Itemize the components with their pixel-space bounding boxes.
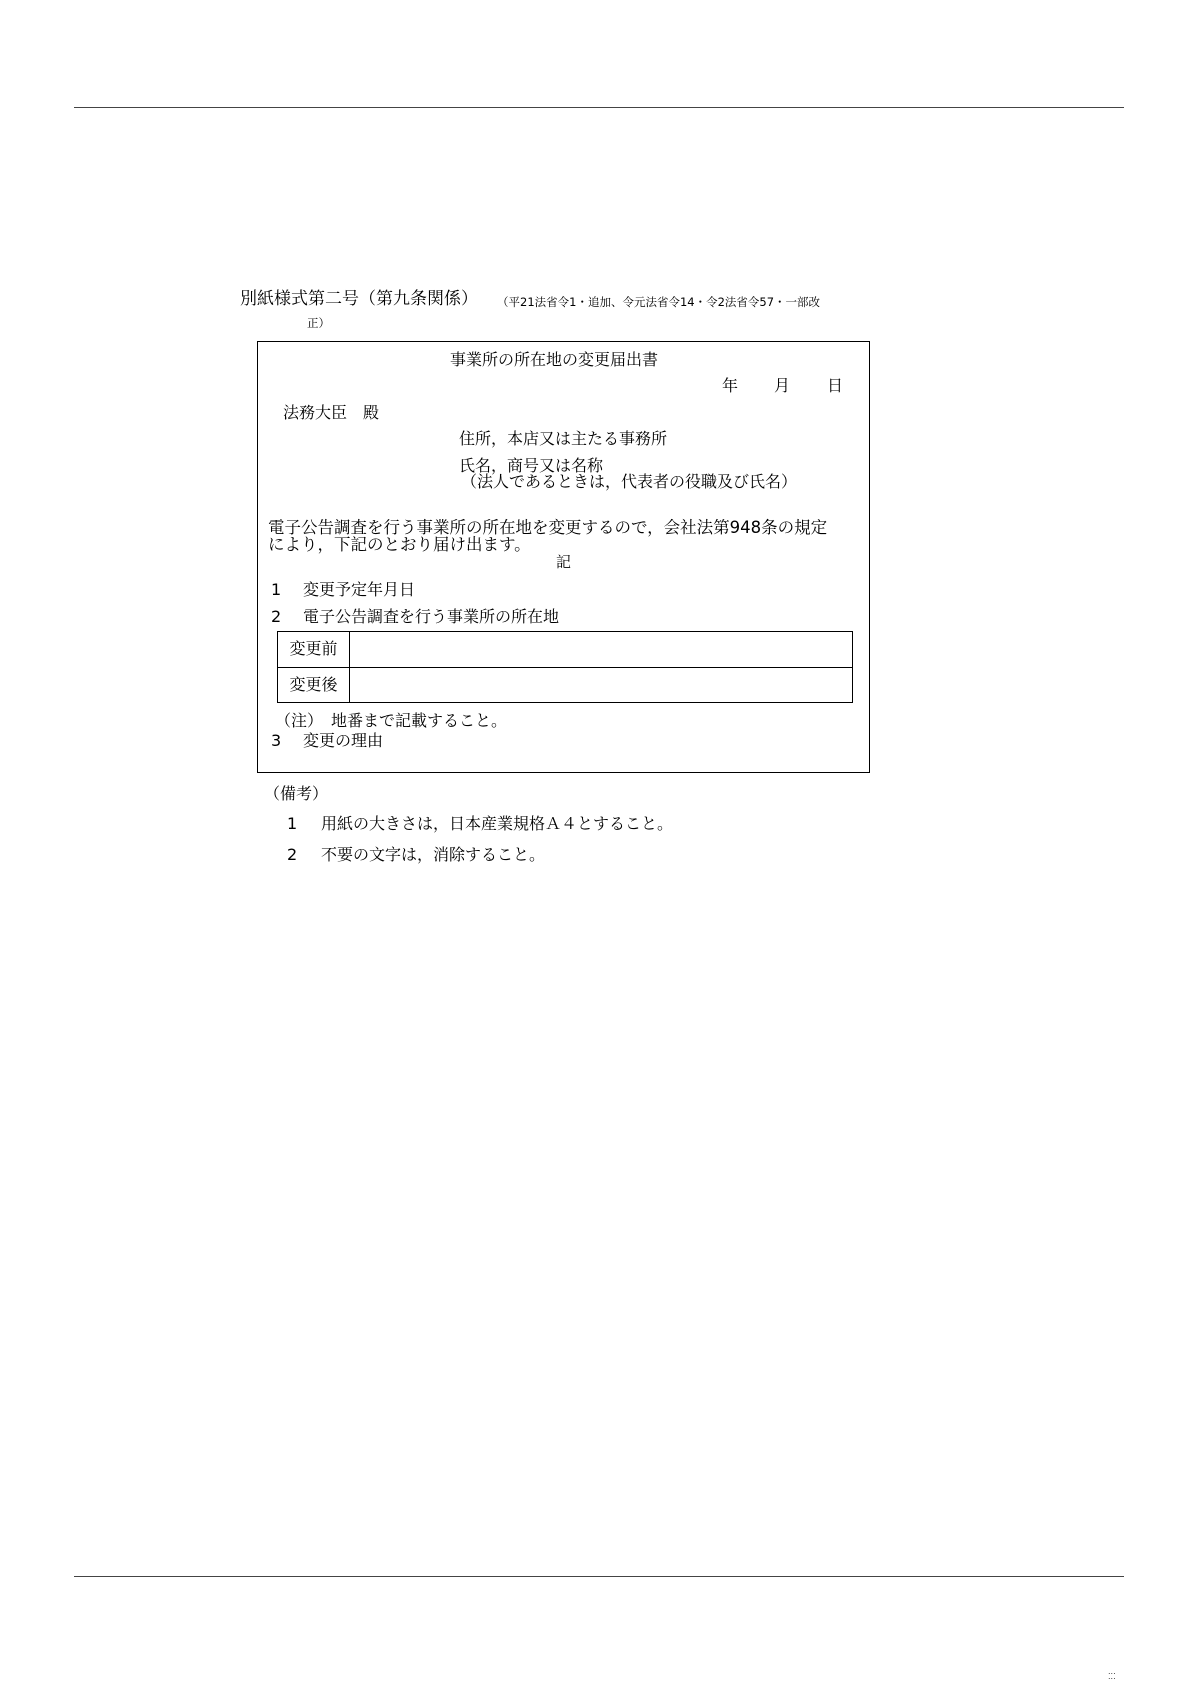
item-2-number: 2 (271, 607, 282, 626)
item-2-label: 電子公告調査を行う事業所の所在地 (303, 607, 560, 626)
item-3-number: 3 (271, 731, 282, 750)
before-label: 変更前 (278, 632, 350, 667)
table-row-after (278, 668, 852, 703)
form-heading: 別紙様式第二号（第九条関係） (240, 289, 478, 309)
body-line1: 電子公告調査を行う事業所の所在地を変更するので，会社法第948条の規定 (268, 518, 828, 537)
date-day: 日 (827, 376, 844, 395)
record-label: 記 (556, 553, 572, 571)
applicant-name: 氏名，商号又は名称 (459, 456, 604, 475)
amendment-note-line2: 正） (307, 316, 330, 330)
form-title: 事業所の所在地の変更届出書 (450, 350, 659, 369)
page-corner-mark: ⁚⁚⁚ (1108, 1672, 1116, 1681)
remark-1-number: 1 (287, 814, 298, 833)
location-change-table (277, 631, 853, 703)
item-3-label: 変更の理由 (303, 731, 384, 750)
date-year: 年 (722, 376, 739, 395)
applicant-address: 住所，本店又は主たる事務所 (459, 429, 668, 448)
applicant-name-note: （法人であるときは，代表者の役職及び氏名） (461, 472, 798, 491)
item-1-number: 1 (271, 580, 282, 599)
footer-rule (74, 1576, 1124, 1577)
date-month: 月 (774, 376, 791, 395)
remark-1-text: 用紙の大きさは，日本産業規格Ａ４とすること。 (321, 814, 674, 833)
item-1-label: 変更予定年月日 (303, 580, 416, 599)
after-field[interactable] (350, 668, 852, 703)
body-line2: により，下記のとおり届け出ます。 (268, 535, 531, 554)
remark-2-text: 不要の文字は，消除すること。 (321, 845, 546, 864)
addressee: 法務大臣 殿 (283, 403, 380, 422)
header-rule (74, 107, 1124, 108)
remarks-heading: （備考） (264, 784, 329, 803)
amendment-note-line1: （平21法省令1・追加、令元法省令14・令2法省令57・一部改 (497, 295, 821, 309)
location-note: （注） 地番まで記載すること。 (275, 711, 508, 730)
table-row-before (278, 632, 852, 668)
before-field[interactable] (350, 632, 852, 667)
remark-2-number: 2 (287, 845, 298, 864)
after-label: 変更後 (278, 668, 350, 703)
